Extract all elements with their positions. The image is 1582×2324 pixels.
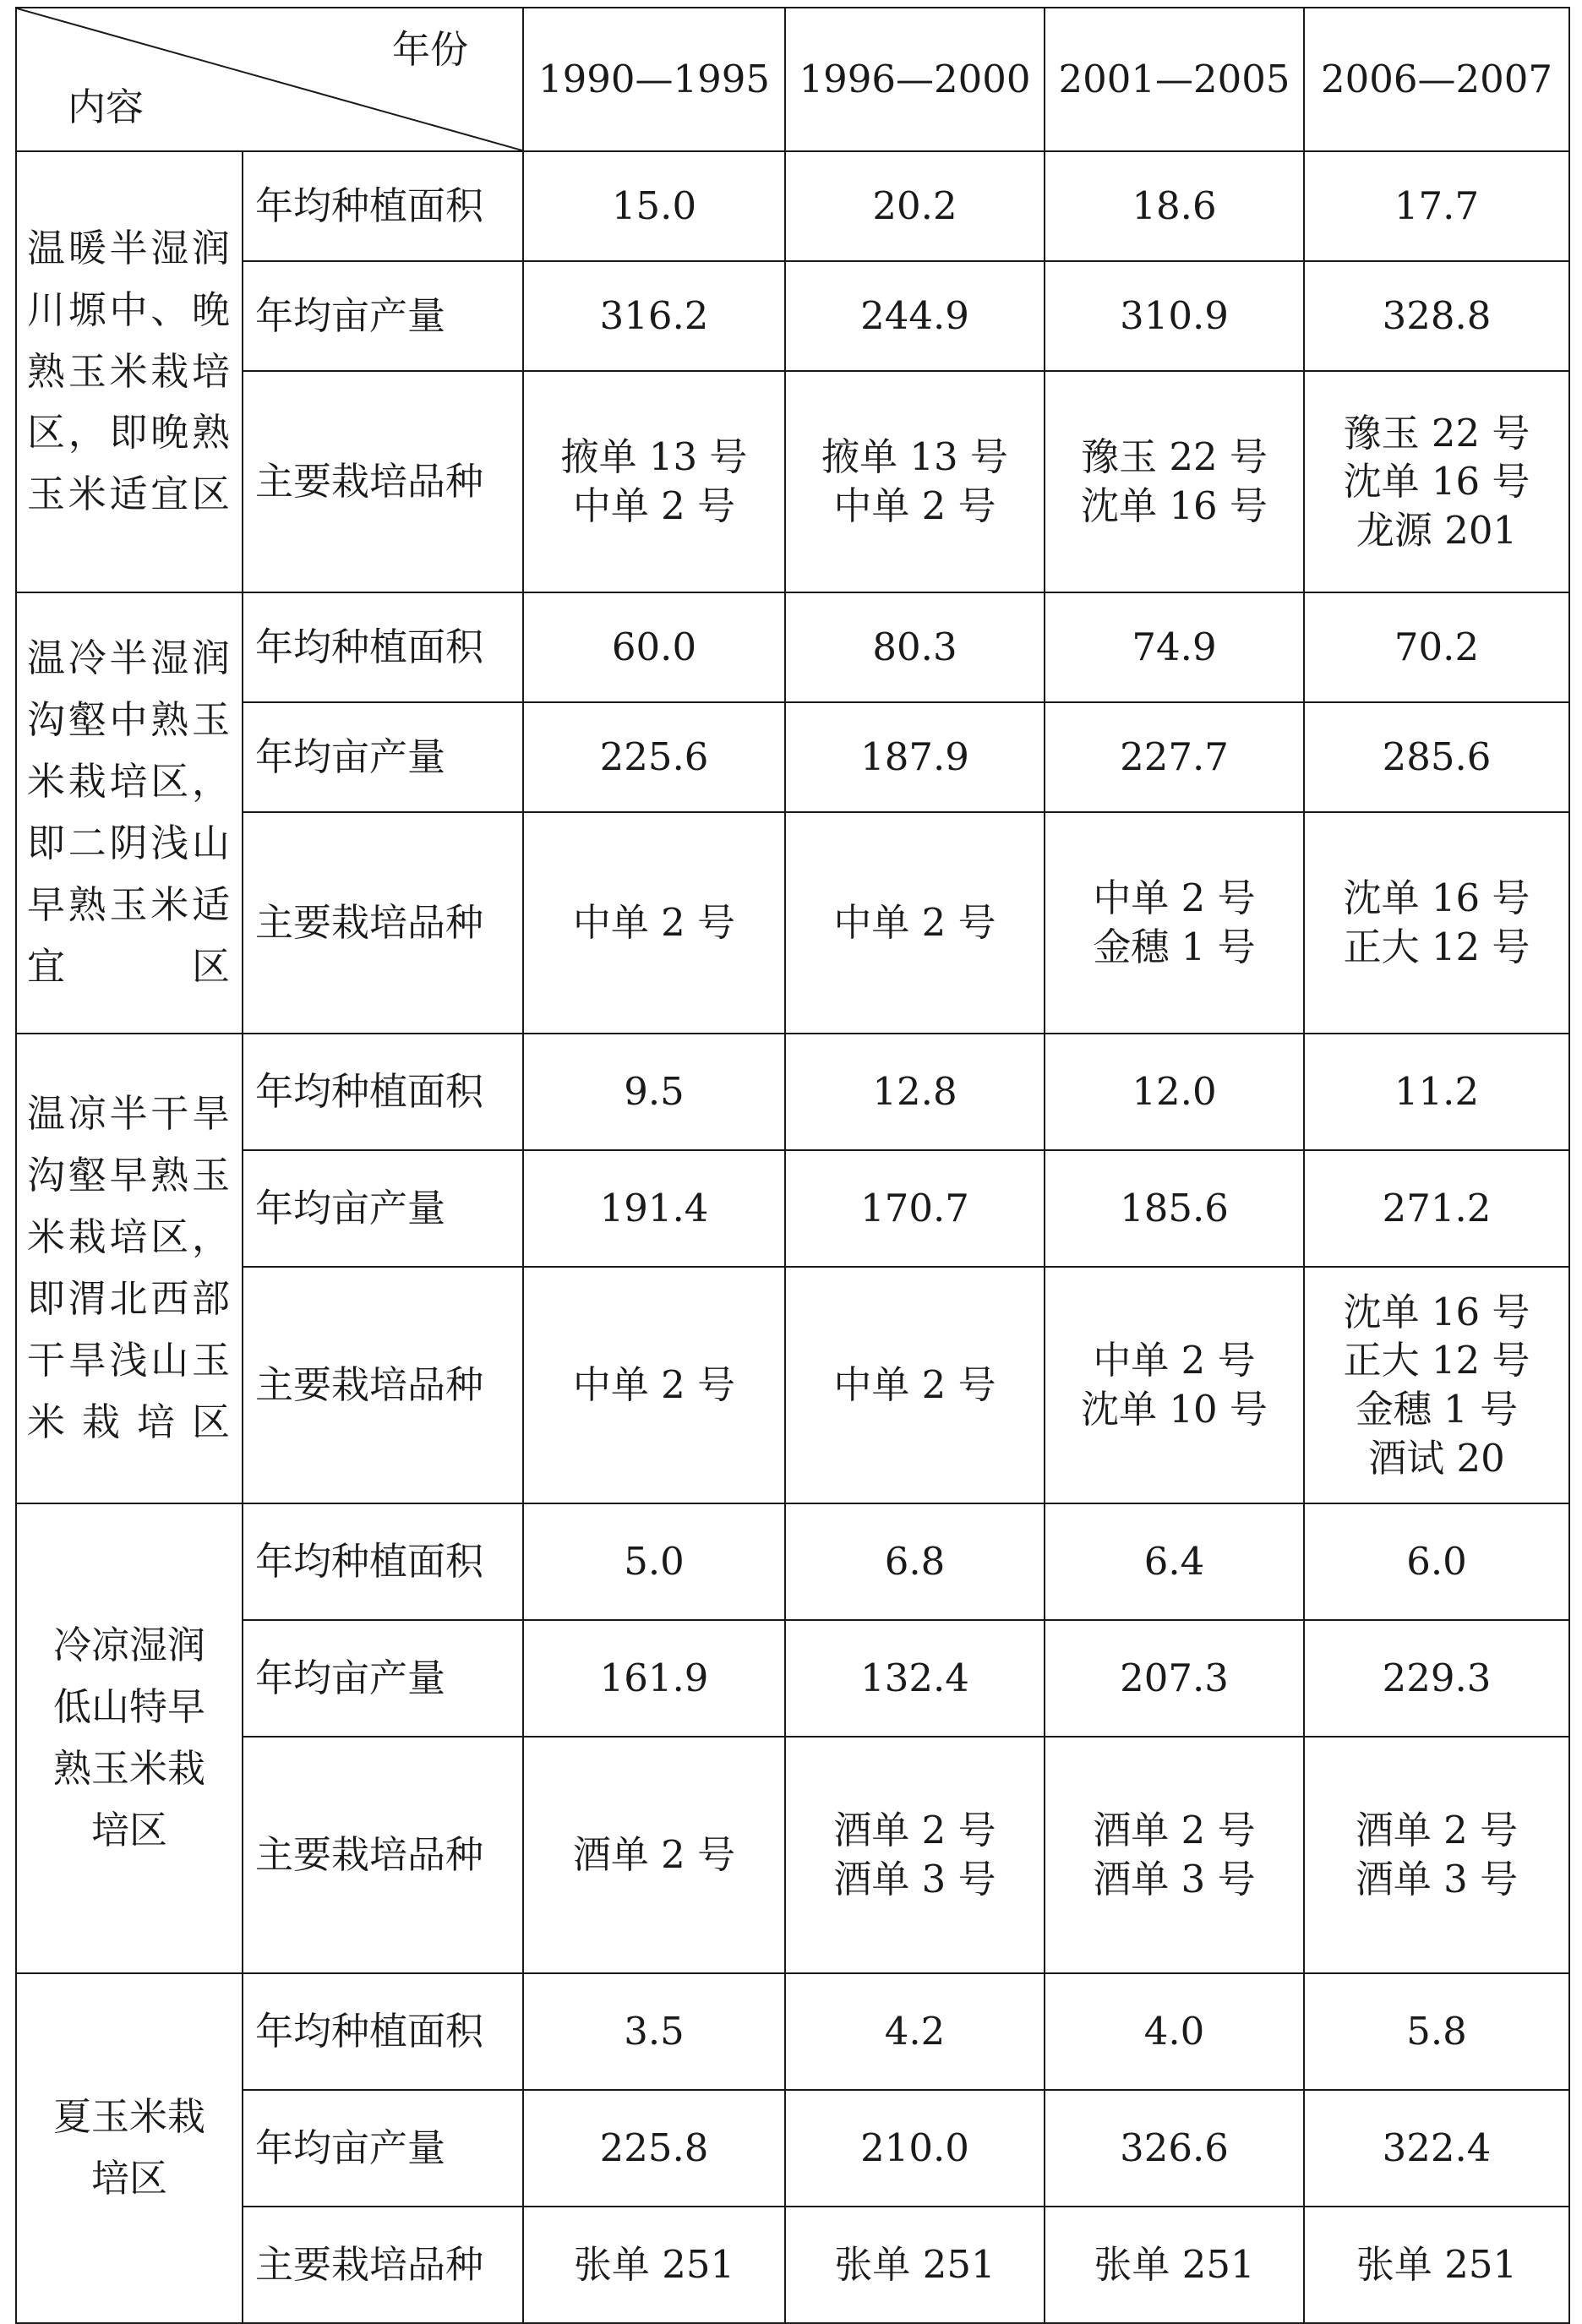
value-cell: 225.8 [523, 2090, 785, 2207]
variety-cell [785, 1267, 1045, 1503]
variety-cell [1045, 1737, 1304, 1973]
content-axis-label: 内容 [68, 85, 145, 130]
value-cell: 210.0 [785, 2090, 1045, 2207]
zone-name-cell: 温冷半湿润沟壑中熟玉米栽培区，即二阴浅山早熟玉米适宜区 [16, 592, 243, 1034]
variety-name: 正大 12 号 [1343, 1338, 1530, 1383]
variety-cell [523, 2207, 785, 2323]
table-body [16, 151, 1569, 2323]
variety-cell [1304, 2207, 1569, 2323]
variety-name: 中单 2 号 [1093, 876, 1256, 921]
value-cell: 227.7 [1045, 702, 1304, 812]
variety-name: 酒单 3 号 [833, 1857, 996, 1901]
value-cell: 18.6 [1045, 151, 1304, 261]
value-cell: 244.9 [785, 261, 1045, 371]
header-row [16, 8, 1569, 151]
variety-name: 中单 2 号 [572, 483, 736, 528]
variety-cell [523, 371, 785, 592]
value-cell: 17.7 [1304, 151, 1569, 261]
variety-name: 中单 2 号 [833, 1362, 996, 1408]
table-row [16, 1150, 1569, 1267]
variety-name: 酒单 2 号 [572, 1832, 736, 1878]
period-header: 1990—1995 [523, 8, 785, 151]
variety-cell [785, 2207, 1045, 2323]
corner-header-cell [16, 8, 523, 151]
variety-name: 沈单 10 号 [1081, 1387, 1268, 1432]
table-row [16, 371, 1569, 592]
table-row [16, 702, 1569, 812]
metric-label-cell: 年均种植面积 [243, 1034, 523, 1150]
value-cell: 161.9 [523, 1620, 785, 1737]
table-row [16, 2207, 1569, 2323]
value-cell: 328.8 [1304, 261, 1569, 371]
variety-name: 张单 251 [1356, 2242, 1518, 2288]
variety-name: 中单 2 号 [1093, 1338, 1256, 1383]
variety-cell [523, 812, 785, 1034]
variety-cell [1045, 812, 1304, 1034]
metric-label-cell: 主要栽培品种 [243, 371, 523, 592]
year-axis-label: 年份 [391, 27, 468, 72]
metric-label-cell: 主要栽培品种 [243, 2207, 523, 2323]
variety-name: 沈单 16 号 [1343, 459, 1530, 505]
variety-name: 掖单 13 号 [821, 434, 1008, 480]
value-cell: 4.0 [1045, 1973, 1304, 2090]
variety-name: 张单 251 [573, 2242, 735, 2288]
variety-cell [1045, 2207, 1304, 2323]
value-cell: 187.9 [785, 702, 1045, 812]
variety-cell [1304, 1267, 1569, 1503]
value-cell: 322.4 [1304, 2090, 1569, 2207]
metric-label-cell: 年均种植面积 [243, 1973, 523, 2090]
zone-name-cell: 冷凉湿润低山特早熟玉米栽培区 [16, 1503, 243, 1973]
zone-name-cell: 夏玉米栽培区 [16, 1973, 243, 2323]
metric-label-cell: 主要栽培品种 [243, 1737, 523, 1973]
value-cell: 229.3 [1304, 1620, 1569, 1737]
table-row [16, 812, 1569, 1034]
variety-name: 酒单 3 号 [1355, 1857, 1519, 1901]
value-cell: 20.2 [785, 151, 1045, 261]
value-cell: 225.6 [523, 702, 785, 812]
variety-name: 张单 251 [1094, 2242, 1255, 2288]
variety-name: 中单 2 号 [833, 900, 996, 946]
table-row [16, 592, 1569, 702]
value-cell: 5.8 [1304, 1973, 1569, 2090]
variety-name: 中单 2 号 [833, 483, 996, 528]
value-cell: 60.0 [523, 592, 785, 702]
metric-label-cell: 年均种植面积 [243, 1503, 523, 1620]
value-cell: 3.5 [523, 1973, 785, 2090]
value-cell: 4.2 [785, 1973, 1045, 2090]
metric-label-cell: 年均亩产量 [243, 1150, 523, 1267]
period-header: 2006—2007 [1304, 8, 1569, 151]
metric-label-cell: 年均种植面积 [243, 151, 523, 261]
variety-cell [785, 1737, 1045, 1973]
value-cell: 6.0 [1304, 1503, 1569, 1620]
variety-name: 沈单 16 号 [1081, 483, 1268, 528]
variety-name: 龙源 201 [1356, 507, 1518, 553]
period-header: 2001—2005 [1045, 8, 1304, 151]
metric-label-cell: 年均亩产量 [243, 1620, 523, 1737]
metric-label-cell: 年均亩产量 [243, 2090, 523, 2207]
value-cell: 80.3 [785, 592, 1045, 702]
variety-name: 中单 2 号 [572, 1362, 736, 1408]
variety-cell [1045, 1267, 1304, 1503]
metric-label-cell: 主要栽培品种 [243, 812, 523, 1034]
variety-name: 金穗 1 号 [1093, 925, 1256, 969]
variety-name: 金穗 1 号 [1355, 1387, 1519, 1432]
variety-cell [1304, 1737, 1569, 1973]
variety-cell [523, 1267, 785, 1503]
variety-cell [1045, 371, 1304, 592]
value-cell: 191.4 [523, 1150, 785, 1267]
variety-name: 酒试 20 [1368, 1435, 1505, 1481]
variety-name: 豫玉 22 号 [1343, 410, 1530, 456]
variety-name: 沈单 16 号 [1343, 876, 1530, 921]
value-cell: 310.9 [1045, 261, 1304, 371]
value-cell: 285.6 [1304, 702, 1569, 812]
table-row [16, 1034, 1569, 1150]
table-row [16, 1267, 1569, 1503]
variety-cell [523, 1737, 785, 1973]
variety-name: 张单 251 [834, 2242, 996, 2288]
variety-name: 中单 2 号 [572, 900, 736, 946]
metric-label-cell: 年均种植面积 [243, 592, 523, 702]
value-cell: 12.8 [785, 1034, 1045, 1150]
variety-name: 酒单 2 号 [833, 1808, 996, 1853]
period-header: 1996—2000 [785, 8, 1045, 151]
table-row [16, 2090, 1569, 2207]
value-cell: 6.8 [785, 1503, 1045, 1620]
value-cell: 132.4 [785, 1620, 1045, 1737]
value-cell: 271.2 [1304, 1150, 1569, 1267]
value-cell: 185.6 [1045, 1150, 1304, 1267]
table-row [16, 1737, 1569, 1973]
variety-cell [785, 812, 1045, 1034]
value-cell: 6.4 [1045, 1503, 1304, 1620]
table-row [16, 1620, 1569, 1737]
cultivation-zone-table [15, 7, 1570, 2324]
variety-cell [1304, 812, 1569, 1034]
variety-cell [785, 371, 1045, 592]
variety-name: 正大 12 号 [1343, 925, 1530, 969]
metric-label-cell: 年均亩产量 [243, 261, 523, 371]
variety-name: 沈单 16 号 [1343, 1289, 1530, 1334]
variety-name: 豫玉 22 号 [1081, 434, 1268, 480]
table-row [16, 151, 1569, 261]
value-cell: 9.5 [523, 1034, 785, 1150]
value-cell: 5.0 [523, 1503, 785, 1620]
value-cell: 326.6 [1045, 2090, 1304, 2207]
variety-name: 酒单 2 号 [1093, 1808, 1256, 1853]
variety-name: 酒单 2 号 [1355, 1808, 1519, 1853]
variety-name: 掖单 13 号 [560, 434, 748, 480]
value-cell: 207.3 [1045, 1620, 1304, 1737]
value-cell: 12.0 [1045, 1034, 1304, 1150]
variety-cell [1304, 371, 1569, 592]
metric-label-cell: 年均亩产量 [243, 702, 523, 812]
value-cell: 70.2 [1304, 592, 1569, 702]
zone-name-cell: 温凉半干旱沟壑早熟玉米栽培区，即渭北西部干旱浅山玉米栽培区 [16, 1034, 243, 1503]
table-row [16, 1973, 1569, 2090]
table-row [16, 261, 1569, 371]
value-cell: 170.7 [785, 1150, 1045, 1267]
table-row [16, 1503, 1569, 1620]
value-cell: 316.2 [523, 261, 785, 371]
value-cell: 74.9 [1045, 592, 1304, 702]
variety-name: 酒单 3 号 [1093, 1857, 1256, 1901]
zone-name-cell: 温暖半湿润川塬中、晚熟玉米栽培区，即晚熟玉米适宜区 [16, 151, 243, 592]
value-cell: 15.0 [523, 151, 785, 261]
metric-label-cell: 主要栽培品种 [243, 1267, 523, 1503]
value-cell: 11.2 [1304, 1034, 1569, 1150]
